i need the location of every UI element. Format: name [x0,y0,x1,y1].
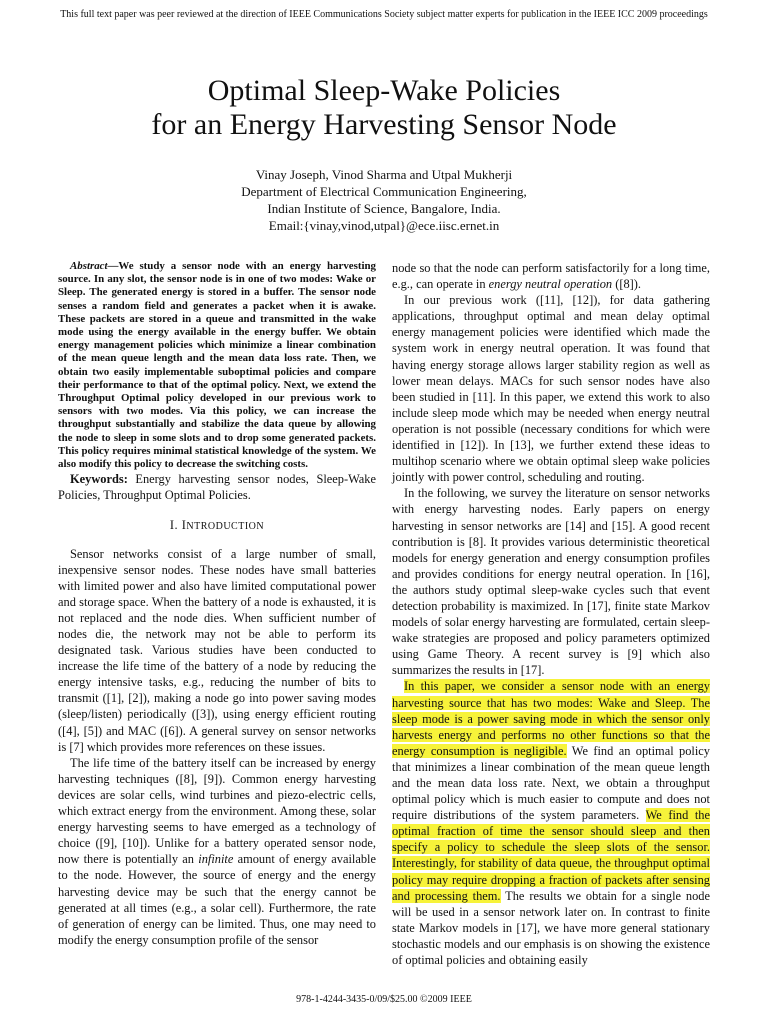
continued-paragraph-italic: energy neutral operation [488,277,613,292]
literature-survey-paragraph: In the following, we survey the literature on sensor networks with energy harvesting nodes. Early papers on energy harvesting in sensor networks are [14] and [15]. A good recent contribution is [8]. It provides various deterministic theoretical models for energy generation and energy consumption profiles and provides conditions for energy neutral operation. In [16], the authors study optimal sleep-wake cycles such that event detection probability is maximized. In [17], finite state Markov models of solar energy harvesting are formulated, certain sleep-wake strategies are proposed and policy parameters optimized using Game Theory. A recent survey is [9] which also summarizes the results in [17]. [392,486,710,678]
intro-paragraph-2-start: The life time of the battery itself can be increased by energy harvesting techniques ([8], [9]). Common energy harvesting devices are solar cells, wind turbines and piezo-electric cells, which extract energy from the environment. Among these, solar energy harvesting seems to have emerged as a technology of choice ([9], [10]). Unlike for a battery operated sensor node, now there is potentially an [58,755,376,867]
right-column [392,260,710,968]
contribution-paragraph-end: The results we obtain for a single node will be used in a sensor network later on. In contrast to finite state Markov models in [17], we have more general stationary stochastic models and our emphasis is on showing the existence of optimal policies and obtaining easily [392,888,710,968]
affiliation-line-1: Department of Electrical Communication Engineering, [241,184,527,199]
affiliation-line-2: Indian Institute of Science, Bangalore, India. [267,201,501,216]
section-numeral: I. [169,518,182,533]
author-email: Email:{vinay,vinod,utpal}@ece.iisc.ernet.in [268,218,500,233]
author-names: Vinay Joseph, Vinod Sharma and Utpal Mukherji [255,167,513,182]
peer-review-note: This full text paper was peer reviewed at the direction of IEEE Communications Society subject matter experts for publication in the IEEE ICC 2009 proceedings [60,9,708,20]
left-column [58,260,376,948]
copyright-footer: 978-1-4244-3435-0/09/$25.00 ©2009 IEEE [296,994,472,1005]
contribution-paragraph-middle: We find an optimal policy that minimizes a linear combination of the mean queue length and the mean data loss rate. Next, we obtain a throughput optimal policy which is much easier to compute and does not require distributions of the system parameters. [392,743,710,823]
title-line-1: Optimal Sleep-Wake Policies [207,74,561,107]
highlighted-text-2: We find the optimal fraction of time the sensor should sleep and then specify a policy to schedule the sleep slots of the sensor. Interestingly, for stability of data queue, the throughput optimal policy may require dropping a fraction of packets after sensing and processing them. [392,808,710,903]
abstract [58,260,376,471]
intro-paragraph-1: Sensor networks consist of a large number of small, inexpensive sensor nodes. These nodes have small batteries with limited power and also have limited computational power and storage space. When the battery of a node is exhausted, it is not replaced and the node dies. When sufficient number of nodes die, the network may not be able to perform its designated task. Various studies have been conducted to increase the life time of the battery of a node by reducing the energy intensive tasks, e.g., reducing the number of bits to transmit ([1], [2]), making a node go into power saving modes (sleep/listen) periodically ([3]), using energy efficient routing ([4], [5]) and MAC ([6]). A general survey on sensor networks is [7] which provides more references on these issues. [58,546,376,754]
abstract-text: —We study a sensor node with an energy harvesting source. In any slot, the sensor node is in one of two modes: Wake or Sleep. The generated energy is stored in a buffer. The sensor node senses a random field and generates a packet when it is awake. These packets are stored in a queue and transmitted in the wake mode using the energy available in the energy buffer. We obtain energy management policies which minimize a linear combination of the mean queue length and the mean data loss rate. Then, we obtain two easily implementable suboptimal policies and compare their performance to that of the optimal policy. Next, we extend the Throughput Optimal policy developed in our previous work to sensors with two modes. Via this policy, we can increase the throughput substantially and stabilize the data queue by allowing the node to sleep in some slots and to drop some generated packets. This policy requires minimal statistical knowledge of the system. We also modify this policy to decrease the switching costs. [58,260,376,471]
keywords-text: Energy harvesting sensor nodes, Sleep-Wake Policies, Throughput Optimal Policies. [58,472,376,503]
contribution-paragraph [392,678,710,968]
highlighted-text-1: In this paper, we consider a sensor node with an energy harvesting source that has two modes: Wake and Sleep. The sleep mode is a power saving mode in which the sensor only harvests energy and performs no other functions so that the energy consumption is negligible. [392,679,710,758]
paper-title [60,74,708,142]
intro-paragraph-2-italic: infinite [198,852,234,867]
continued-paragraph [392,260,710,292]
keywords-label: Keywords: [70,472,128,487]
previous-work-paragraph: In our previous work ([11], [12]), for data gathering applications, throughput optimal and mean delay optimal energy management policies were identified which made the system work in energy neutral operation. It was found that having energy storage allows larger stability region as well as lower mean delays. MACs for such sensor nodes have also been studied in [11]. In this paper, we extend this work to also include sleep mode which may be needed when energy neutral operation is not possible (necessary conditions for which were identified in [12]). In [13], we further extend these ideas to multihop scenario where we obtain optimal sleep wake policies jointly with power control, scheduling and routing. [392,293,710,485]
section-heading-rest: NTRODUCTION [186,521,265,533]
title-line-2: for an Energy Harvesting Sensor Node [151,108,617,141]
intro-paragraph-2-end: amount of energy available to the node. However, the source of energy and the energy harvesting device may be such that the energy cannot be generated at all times (e.g., a solar cell). Furthermore, the rate of generation of energy can be limited. Thus, one may need to modify the energy consumption profile of the sensor [58,852,376,947]
continued-paragraph-start: node so that the node can perform satisfactorily for a long time, e.g., can operate in [392,261,710,292]
continued-paragraph-end: ([8]). [612,277,642,292]
abstract-label: Abstract [70,260,108,272]
keywords [58,471,376,503]
author-block [60,166,708,234]
section-heading-initial: I [181,518,187,533]
section-heading-introduction [58,517,376,535]
intro-paragraph-2 [58,755,376,948]
